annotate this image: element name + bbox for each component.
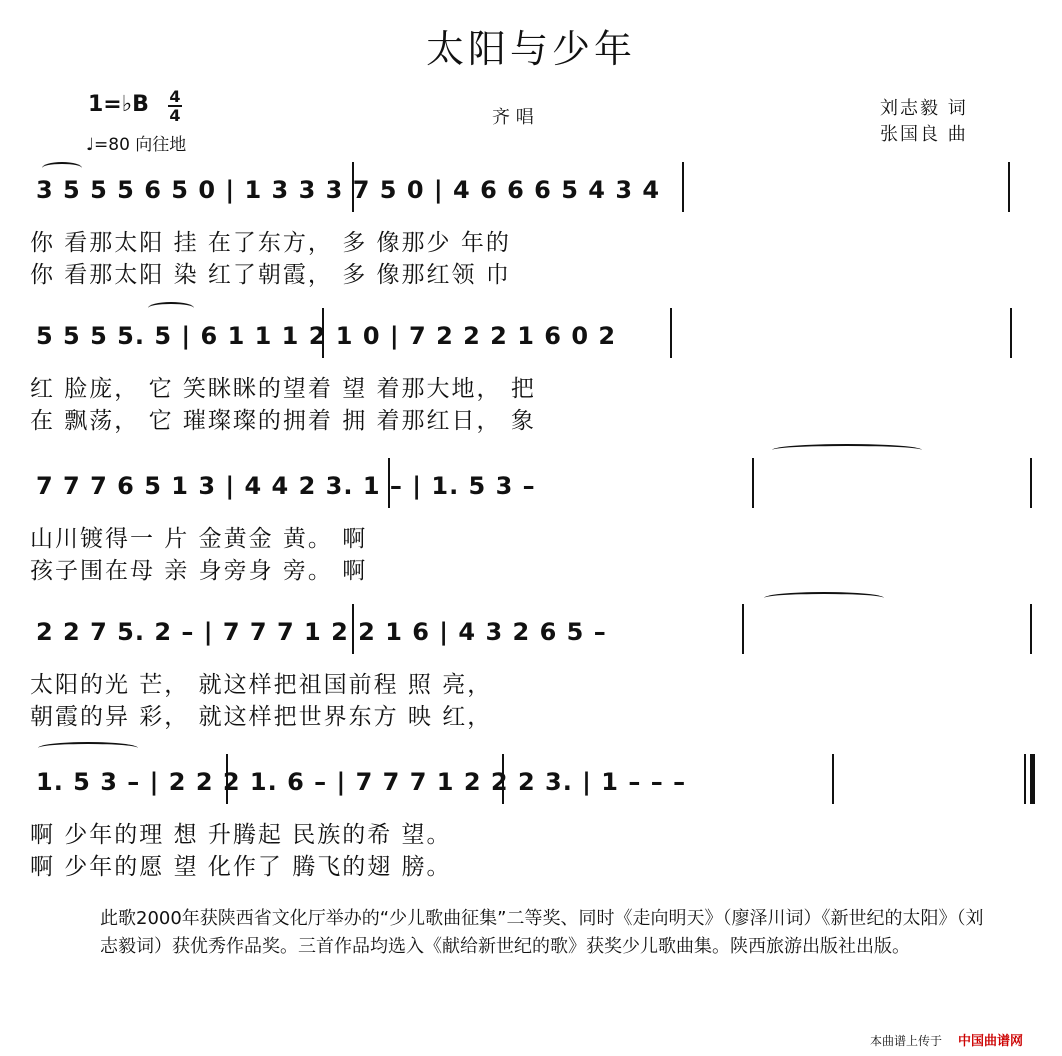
barline [1030,604,1032,654]
lyric-verse-2: 在 飘荡， 它 璀璨璨的拥着 拥 着那红日， 象 [30,408,536,434]
lyric-verse-1: 太阳的光 芒， 就这样把祖国前程 照 亮， [30,672,493,698]
score-line-4 [30,606,1040,756]
time-signature-bottom: 4 [169,106,181,125]
final-barline [1024,754,1026,804]
time-signature-top: 4 [169,87,181,106]
score-line-2 [30,310,1040,460]
final-barline-thick [1030,754,1035,804]
barline [682,162,684,212]
key-signature: 1=♭B [88,92,149,117]
barline [742,604,744,654]
barline [670,308,672,358]
slur [148,302,194,314]
slur [772,444,922,456]
notation-line: 5 5 5 5. 5 | 6 1 1 1 2 1 0 | 7 2 2 2 1 6 0 2 [36,322,617,350]
upload-footer: 本曲谱上传于 [870,1034,943,1048]
barline [832,754,834,804]
lyric-verse-2: 朝霞的异 彩， 就这样把世界东方 映 红， [30,704,493,730]
score-line-3 [30,460,1040,610]
slur [38,742,138,754]
lyric-verse-1: 红 脸庞， 它 笑眯眯的望着 望 着那大地， 把 [30,376,536,402]
barline [1008,162,1010,212]
notation-line: 7 7 7 6 5 1 3 | 4 4 2 3. 1 – | 1. 5 3 – [36,472,536,500]
site-logo[interactable]: 中国曲谱网 [958,1034,1024,1049]
song-title: 太阳与少年 [425,27,636,71]
performance-style: 齐 唱 [492,107,534,128]
slur [42,162,82,174]
lyric-verse-1: 啊 少年的理 想 升腾起 民族的希 望。 [30,822,452,848]
lyricist-credit: 刘志毅 词 [880,98,968,119]
slur [764,592,884,604]
composer-credit: 张国良 曲 [880,124,968,145]
lyric-verse-2: 啊 少年的愿 望 化作了 腾飞的翅 膀。 [30,854,452,880]
lyric-verse-1: 山川镀得一 片 金黄金 黄。 啊 [30,526,368,552]
time-signature [168,88,182,124]
score-line-1 [30,164,1040,314]
lyric-verse-2: 孩子围在母 亲 身旁身 旁。 啊 [30,558,368,584]
notation-line: 1. 5 3 – | 2 2 2 1. 6 – | 7 7 7 1 2 2 2 3. | 1 – – – [36,768,687,796]
tempo-marking: ♩=80 向往地 [86,135,187,155]
notation-line: 3 5 5 5 6 5 0 | 1 3 3 3 7 5 0 | 4 6 6 6 5 4 3 4 [36,176,661,204]
song-note: 此歌2000年获陕西省文化厅举办的“少儿歌曲征集”二等奖、同时《走向明天》（廖泽川词）《新世纪的太阳》（刘志毅词）获优秀作品奖。三首作品均选入《献给新世纪的歌》获奖少儿歌曲集。陕西旅游出版社出版。 [100,908,984,957]
lyric-verse-2: 你 看那太阳 染 红了朝霞， 多 像那红领 巾 [30,262,511,288]
barline [1030,458,1032,508]
notation-line: 2 2 7 5. 2 – | 7 7 7 1 2 2 1 6 | 4 3 2 6 5 – [36,618,607,646]
lyric-verse-1: 你 看那太阳 挂 在了东方， 多 像那少 年的 [30,230,511,256]
barline [752,458,754,508]
score-line-5 [30,756,1040,906]
barline [1010,308,1012,358]
